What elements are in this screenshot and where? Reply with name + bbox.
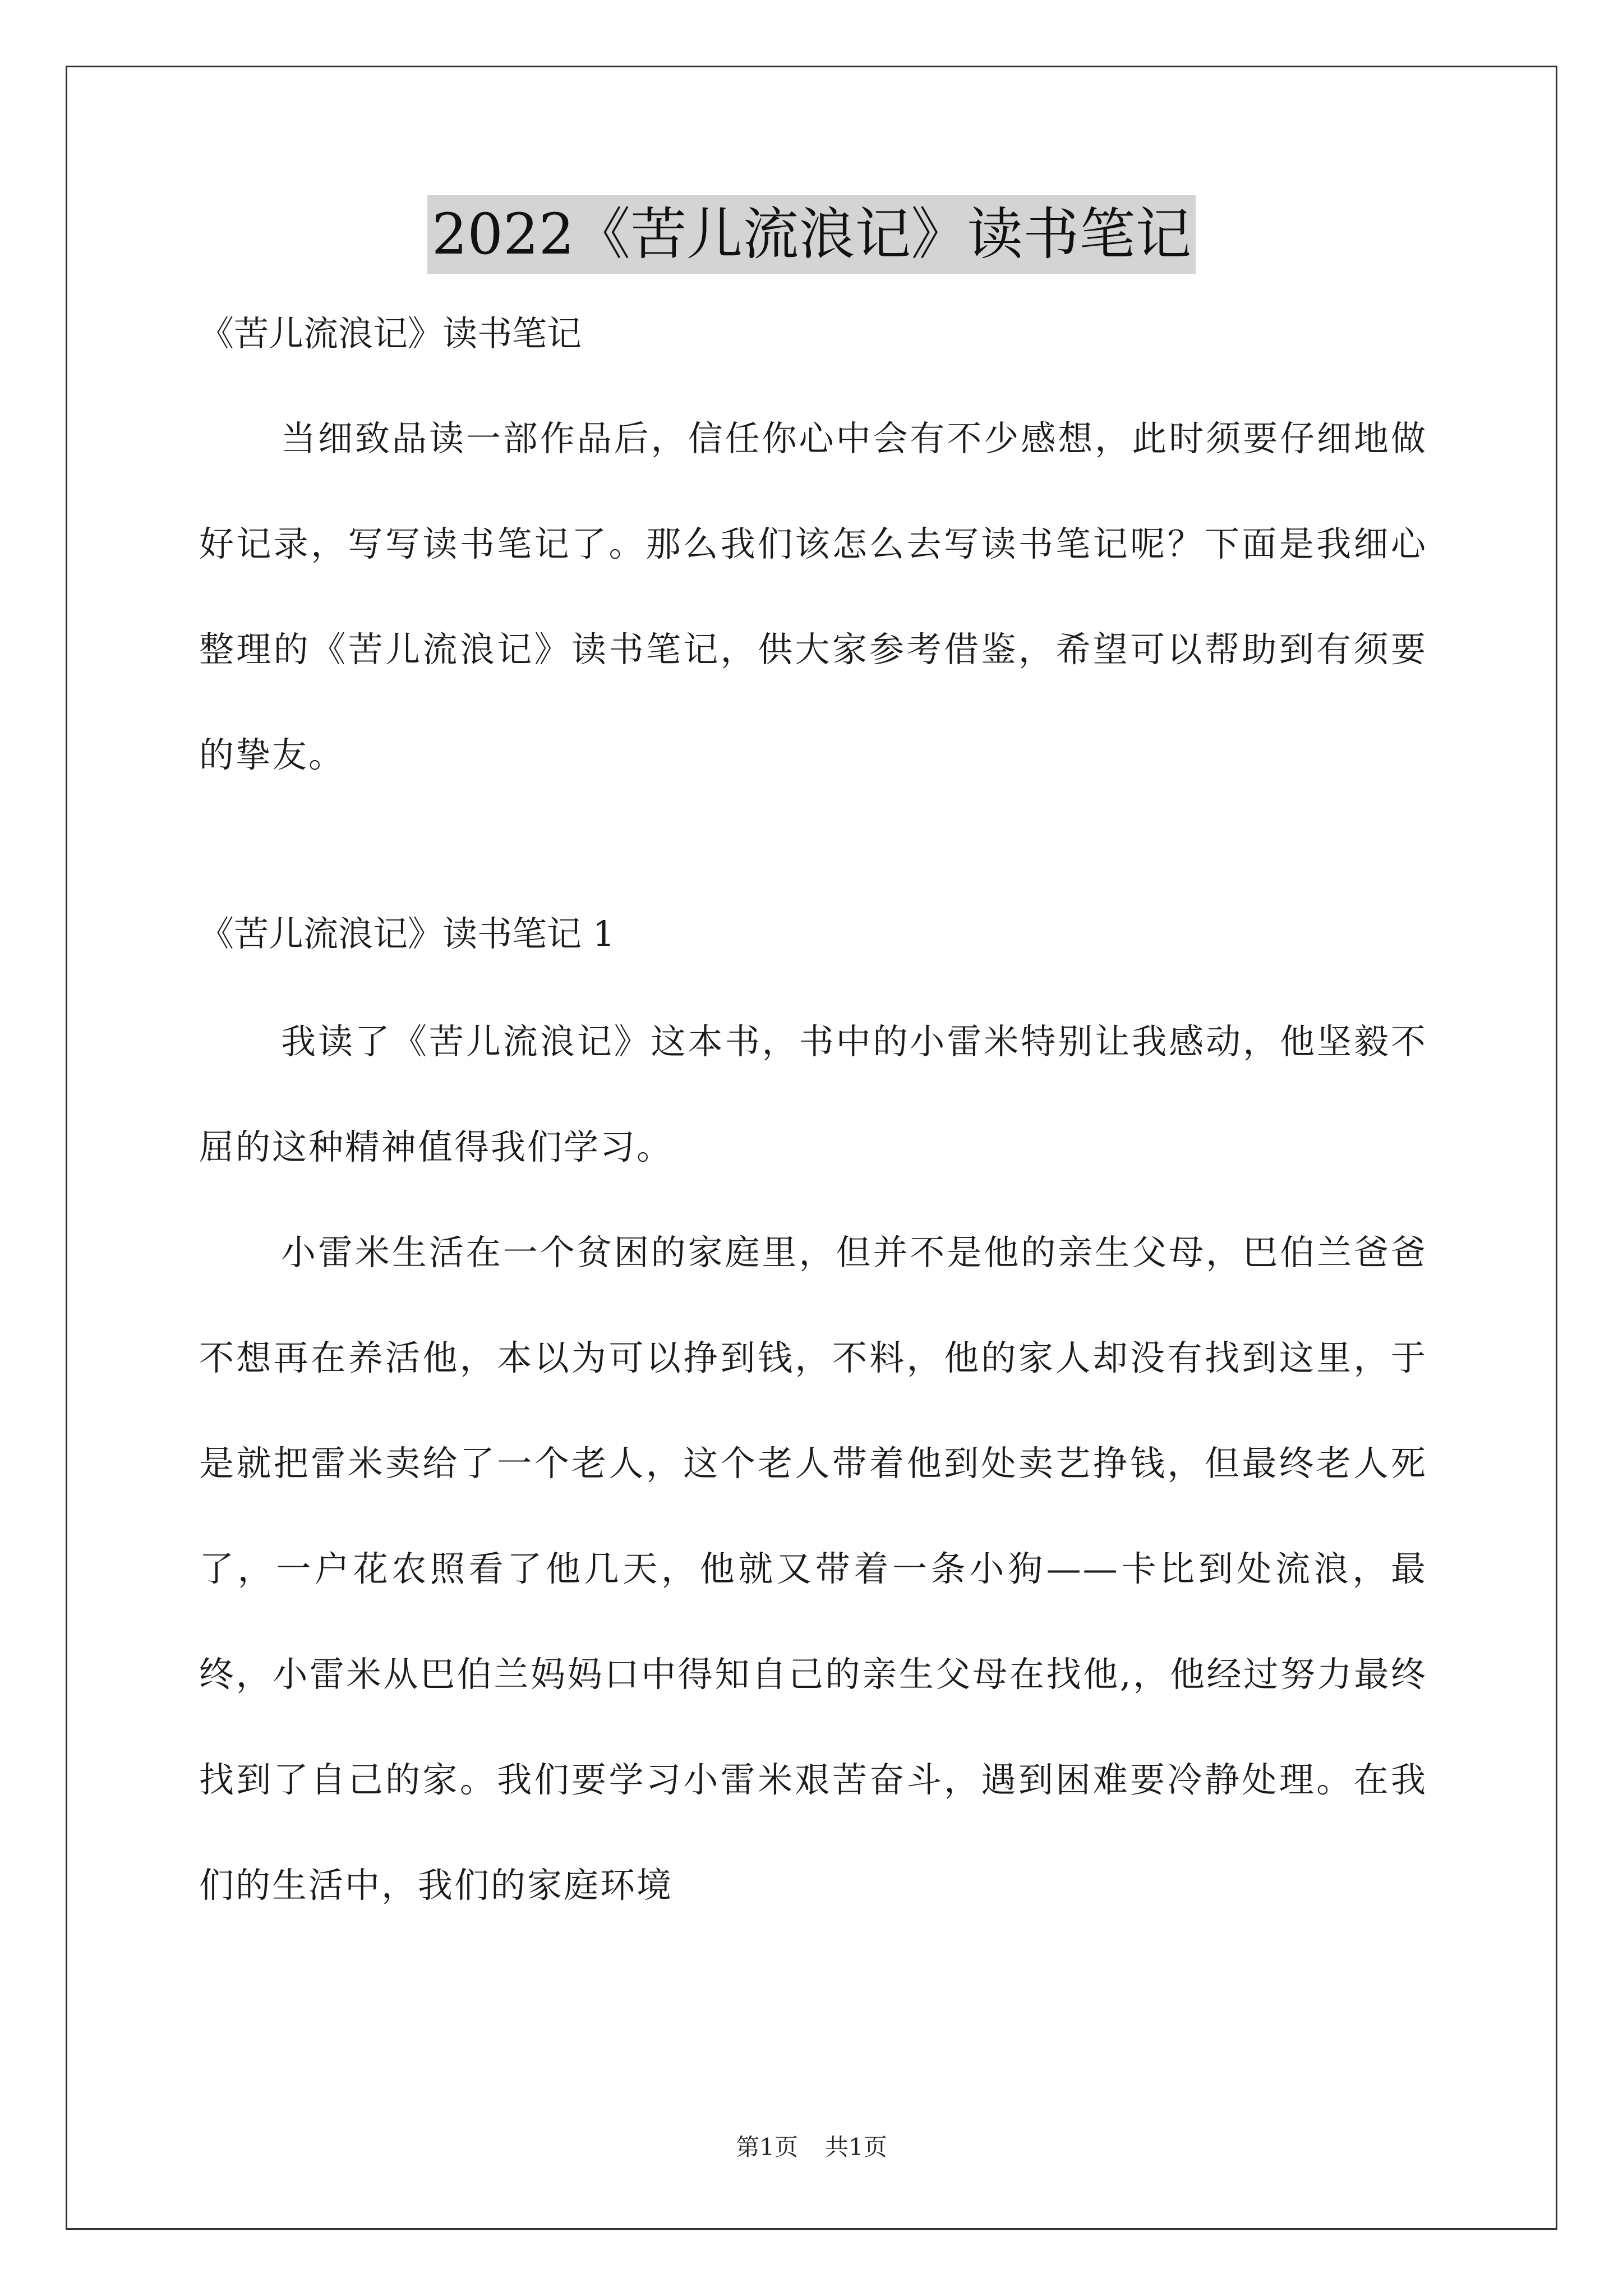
paragraph: 我读了《苦儿流浪记》这本书，书中的小雷米特别让我感动，他坚毅不屈的这种精神值得我们学习。: [199, 1021, 1427, 1167]
page-number: 第1页: [736, 2133, 798, 2161]
paragraph: 小雷米生活在一个贫困的家庭里，但并不是他的亲生父母，巴伯兰爸爸不想再在养活他，本以为可以挣到钱，不料，他的家人却没有找到这里，于是就把雷米卖给了一个老人，这个老人带着他到处卖艺挣钱，但最终老人死了，一户花农照看了他几天，他就又带着一条小狗——卡比到处流浪，最终，小雷米从巴伯兰妈妈口中得知自己的亲生父母在找他,，他经过努力最终找到了自己的家。我们要学习小雷米艰苦奋斗，遇到困难要冷静处理。在我们的生活中，我们的家庭环境: [199, 1232, 1427, 1906]
section-heading: 《苦儿流浪记》读书笔记: [199, 313, 582, 354]
document-title: [0, 195, 1623, 274]
document-title-text: 2022《苦儿流浪记》读书笔记: [427, 195, 1196, 274]
document-body: [199, 311, 1427, 1938]
paragraph: 当细致品读一部作品后，信任你心中会有不少感想，此时须要仔细地做好记录，写写读书笔记了。那么我们该怎么去写读书笔记呢？下面是我细心整理的《苦儿流浪记》读书笔记，供大家参考借鉴，希望可以帮助到有须要的挚友。: [199, 418, 1427, 775]
section-heading: 《苦儿流浪记》读书笔记 1: [199, 913, 615, 954]
page-total: 共1页: [825, 2133, 887, 2161]
page-footer: [0, 2132, 1623, 2163]
